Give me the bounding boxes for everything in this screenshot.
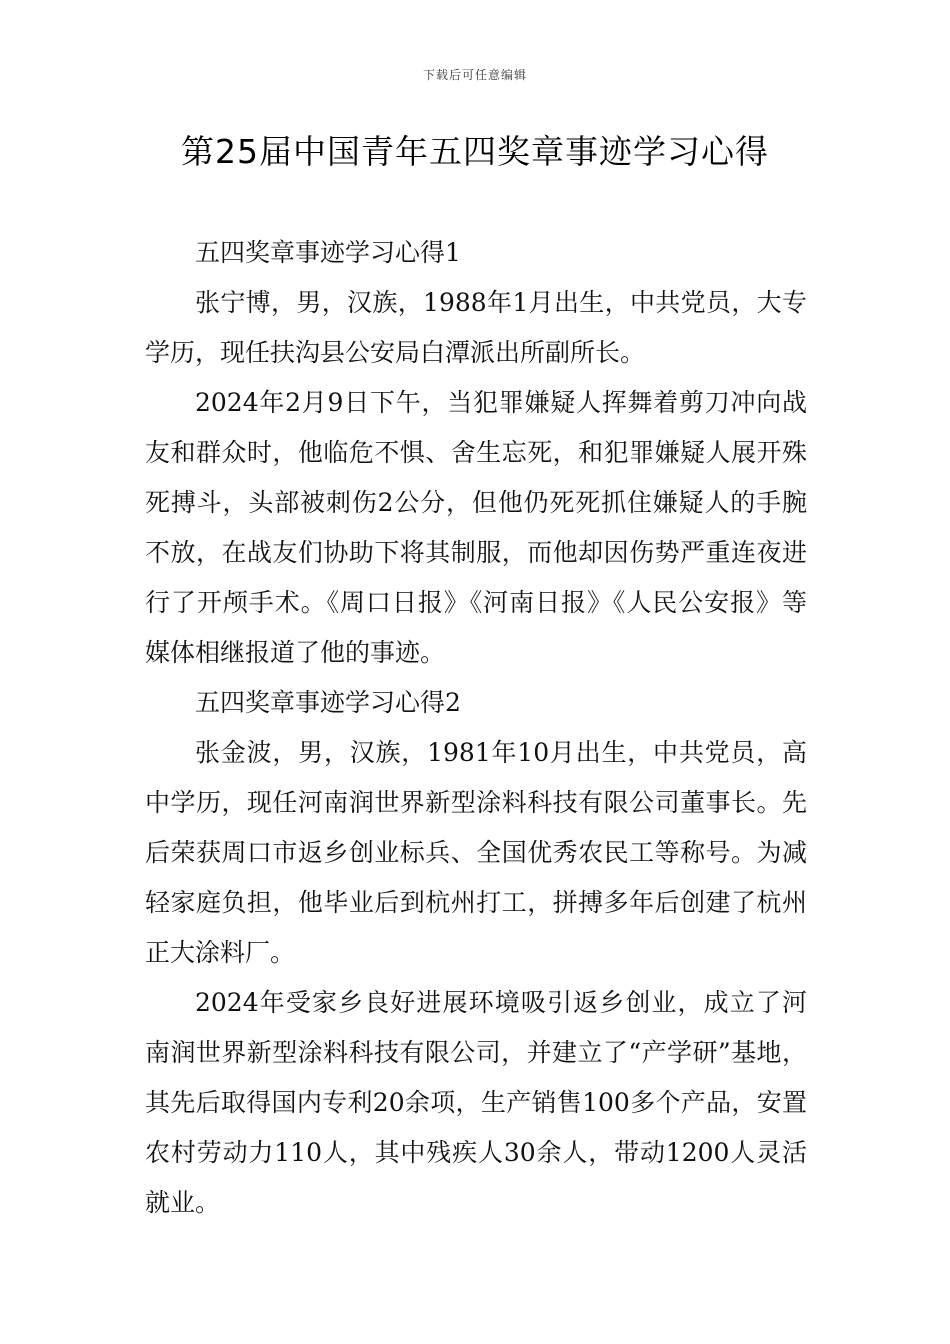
document-body: [145, 228, 807, 1228]
paragraph: 张金波，男，汉族，1981年10月出生，中共党员，高中学历，现任河南润世界新型涂料科技有限公司董事长。先后荣获周口市返乡创业标兵、全国优秀农民工等称号。为减轻家庭负担，他毕业后到杭州打工，拼搏多年后创建了杭州正大涂料厂。: [145, 738, 807, 967]
section-heading-2: 五四奖章事迹学习心得2: [195, 688, 461, 717]
paragraph: 2024年受家乡良好进展环境吸引返乡创业，成立了河南润世界新型涂料科技有限公司，并建立了“产学研”基地，其先后取得国内专利20余项，生产销售100多个产品，安置农村劳动力110人，其中残疾人30余人，带动1200人灵活就业。: [145, 988, 807, 1217]
paragraph: 2024年2月9日下午，当犯罪嫌疑人挥舞着剪刀冲向战友和群众时，他临危不惧、舍生忘死，和犯罪嫌疑人展开殊死搏斗，头部被刺伤2公分，但他仍死死抓住嫌疑人的手腕不放，在战友们协助下将其制服，而他却因伤势严重连夜进行了开颅手术。《周口日报》《河南日报》《人民公安报》等媒体相继报道了他的事迹。: [145, 388, 807, 667]
header-note: 下载后可任意编辑: [422, 68, 527, 82]
section-heading-1: 五四奖章事迹学习心得1: [195, 238, 461, 267]
document-title: 第25届中国青年五四奖章事迹学习心得: [181, 132, 769, 171]
paragraph: 张宁博，男，汉族，1988年1月出生，中共党员，大专学历，现任扶沟县公安局白潭派出所副所长。: [145, 288, 807, 367]
